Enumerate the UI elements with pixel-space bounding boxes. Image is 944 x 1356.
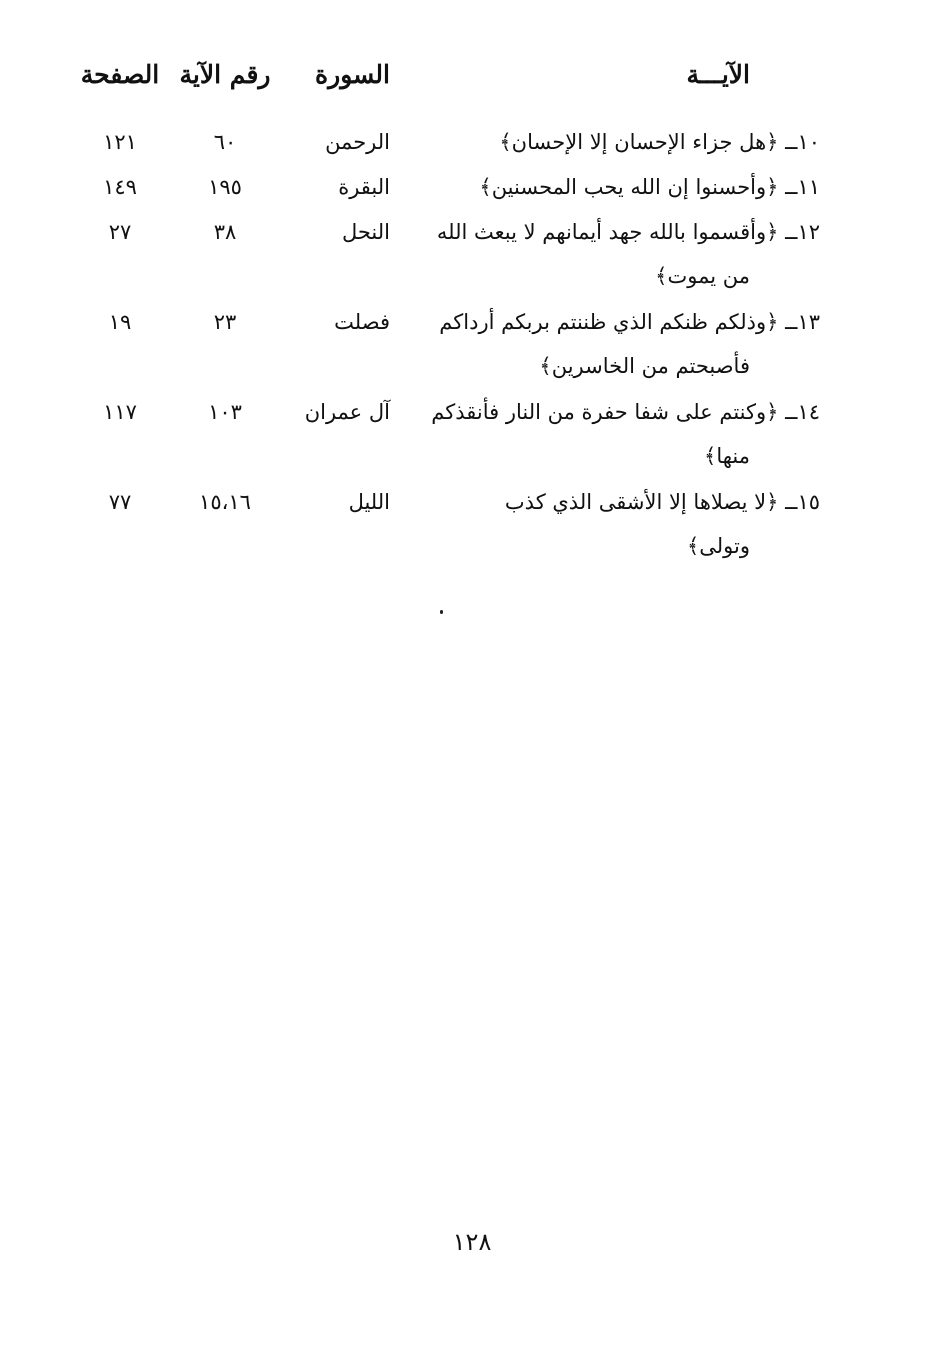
page-number: ١٢٨: [452, 1228, 492, 1256]
header-ayah-number: رقم الآية: [179, 60, 271, 89]
ayah-number: ١٠٣: [208, 400, 242, 424]
page-ref: ١٤٩: [103, 175, 137, 199]
verse-line-continued: من يموت﴾: [655, 264, 750, 288]
verse-text: [440, 300, 820, 388]
verse-line: ١٤ــ ﴿وكنتم على شفا حفرة من النار فأنقذكم: [431, 400, 820, 424]
verse-line: ١٣ــ ﴿وذلكم ظنكم الذي ظننتم بربكم أرداكم: [439, 310, 820, 334]
verse-text: [436, 210, 820, 298]
page-ref: ١٩: [108, 310, 132, 334]
table-header: [80, 60, 820, 104]
surah-name: النحل: [341, 220, 390, 244]
surah-name: الرحمن: [325, 130, 390, 154]
surah-name: الليل: [348, 490, 390, 514]
verse-line: ١٢ــ ﴿وأقسموا بالله جهد أيمانهم لا يبعث الله: [436, 220, 820, 244]
verse-line: ١٠ــ ﴿هل جزاء الإحسان إلا الإحسان﴾: [499, 130, 820, 154]
surah-name: آل عمران: [304, 400, 390, 424]
ayah-number: ٢٣: [213, 310, 237, 334]
verse-line-continued: وتولى﴾: [686, 534, 750, 558]
header-surah: السورة: [315, 60, 390, 89]
verse-text: [431, 390, 820, 478]
header-verse: الآيـــة: [686, 60, 750, 89]
ayah-number: ٣٨: [213, 220, 237, 244]
ayah-number: ١٥،١٦: [199, 490, 251, 514]
ayah-number: ٦٠: [213, 130, 237, 154]
verse-text: [440, 165, 820, 209]
print-speck: [440, 610, 443, 614]
header-page: الصفحة: [80, 60, 160, 89]
page-ref: ١٢١: [103, 130, 137, 154]
page-ref: ٢٧: [108, 220, 132, 244]
verse-line-continued: فأصبحتم من الخاسرين﴾: [539, 354, 750, 378]
surah-name: البقرة: [338, 175, 390, 199]
verse-text: [440, 480, 820, 568]
verse-text: [440, 120, 820, 164]
surah-name: فصلت: [334, 310, 390, 334]
page-ref: ١١٧: [103, 400, 137, 424]
verse-line: ١١ــ ﴿وأحسنوا إن الله يحب المحسنين﴾: [479, 175, 820, 199]
page-ref: ٧٧: [108, 490, 132, 514]
verse-line-continued: منها﴾: [704, 444, 750, 468]
verse-line: ١٥ــ ﴿لا يصلاها إلا الأشقى الذي كذب: [504, 490, 820, 514]
ayah-number: ١٩٥: [208, 175, 242, 199]
